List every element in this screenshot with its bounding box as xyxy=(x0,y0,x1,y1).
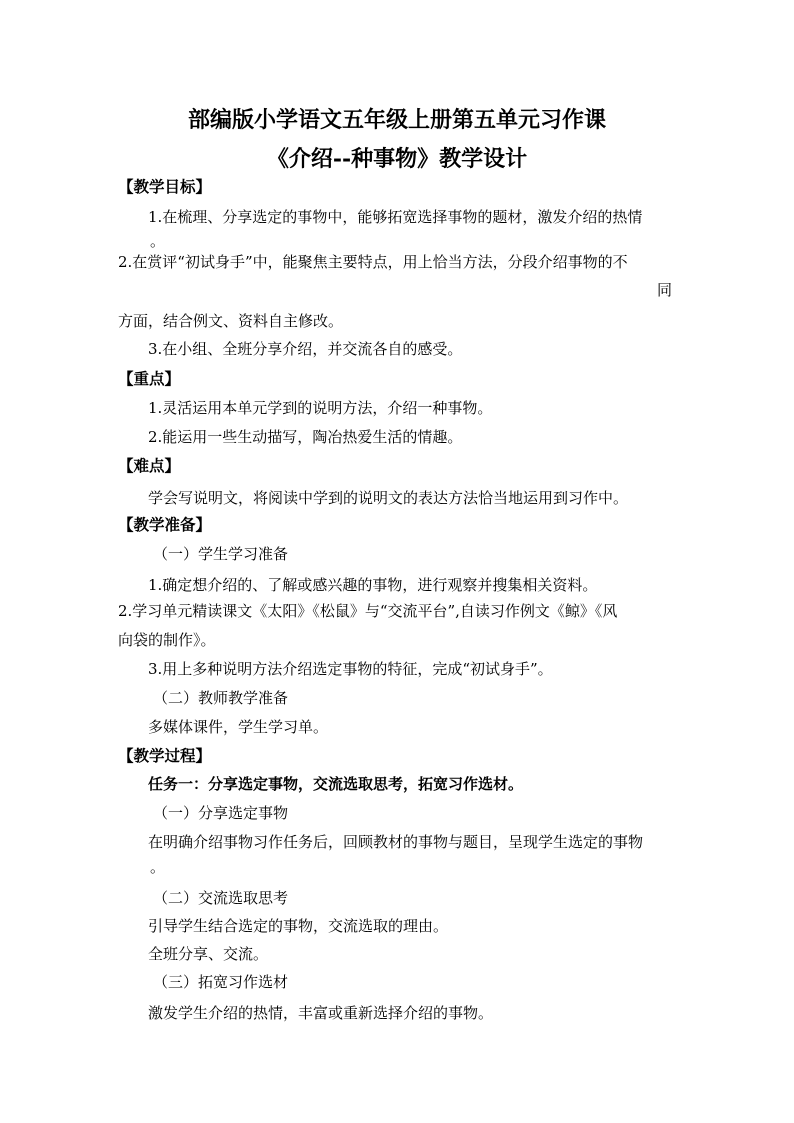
task-1-title: 任务一：分享选定事物，交流选取思考，拓宽习作选材。 xyxy=(148,775,524,793)
key-point-2: 2.能运用一些生动描写，陶冶热爱生活的情趣。 xyxy=(148,428,463,446)
prep-student-2-line2: 向袋的制作》。 xyxy=(118,631,216,649)
goal-3: 3.在小组、全班分享介绍，并交流各自的感受。 xyxy=(148,340,463,358)
section-heading-difficulty: 【难点】 xyxy=(118,456,181,475)
task-1-sub-1-text-line2: 。 xyxy=(150,858,166,876)
goal-1-line1: 1.在梳理、分享选定的事物中，能够拓宽选择事物的题材，激发介绍的热情 xyxy=(148,208,643,226)
section-heading-goals: 【教学目标】 xyxy=(118,177,212,196)
prep-teacher-heading: （二）教师教学准备 xyxy=(153,689,289,707)
task-1-sub-1: （一）分享选定事物 xyxy=(153,804,289,822)
prep-student-heading: （一）学生学习准备 xyxy=(153,545,289,563)
prep-student-2-line1: 2.学习单元精读课文《太阳》《松鼠》与“交流平台”,自读习作例文《鲸》《风 xyxy=(118,602,618,620)
prep-student-3: 3.用上多种说明方法介绍选定事物的特征，完成“初试身手”。 xyxy=(148,660,553,678)
section-heading-process: 【教学过程】 xyxy=(118,746,212,765)
task-1-sub-3: （三）拓宽习作选材 xyxy=(153,973,289,991)
difficulty-1: 学会写说明文，将阅读中学到的说明文的表达方法恰当地运用到习作中。 xyxy=(148,489,629,507)
prep-teacher-1: 多媒体课件，学生学习单。 xyxy=(148,718,329,736)
task-1-sub-2: （二）交流选取思考 xyxy=(153,889,289,907)
goal-2-line3: 方面，结合例文、资料自主修改。 xyxy=(118,312,344,330)
task-1-sub-1-text-line1: 在明确介绍事物习作任务后，回顾教材的事物与题目，呈现学生选定的事物 xyxy=(148,833,644,851)
goal-1-line2: 。 xyxy=(150,232,166,250)
section-heading-key: 【重点】 xyxy=(118,369,181,388)
document-title: 部编版小学语文五年级上册第五单元习作课 xyxy=(187,107,606,133)
task-1-sub-2-text-1: 引导学生结合选定的事物，交流选取的理由。 xyxy=(148,917,449,935)
goal-2-line2: 同 xyxy=(657,281,673,299)
key-point-1: 1.灵活运用本单元学到的说明方法，介绍一种事物。 xyxy=(148,399,493,417)
section-heading-prep: 【教学准备】 xyxy=(118,515,212,534)
task-1-sub-3-text: 激发学生介绍的热情，丰富或重新选择介绍的事物。 xyxy=(148,1004,494,1022)
task-1-sub-2-text-2: 全班分享、交流。 xyxy=(148,945,269,963)
goal-2-line1: 2.在赏评“初试身手”中，能聚焦主要特点，用上恰当方法，分段介绍事物的不 xyxy=(118,253,628,271)
document-subtitle: 《介绍--种事物》教学设计 xyxy=(266,146,528,172)
prep-student-1: 1.确定想介绍的、了解或感兴趣的事物，进行观察并搜集相关资料。 xyxy=(148,576,598,594)
